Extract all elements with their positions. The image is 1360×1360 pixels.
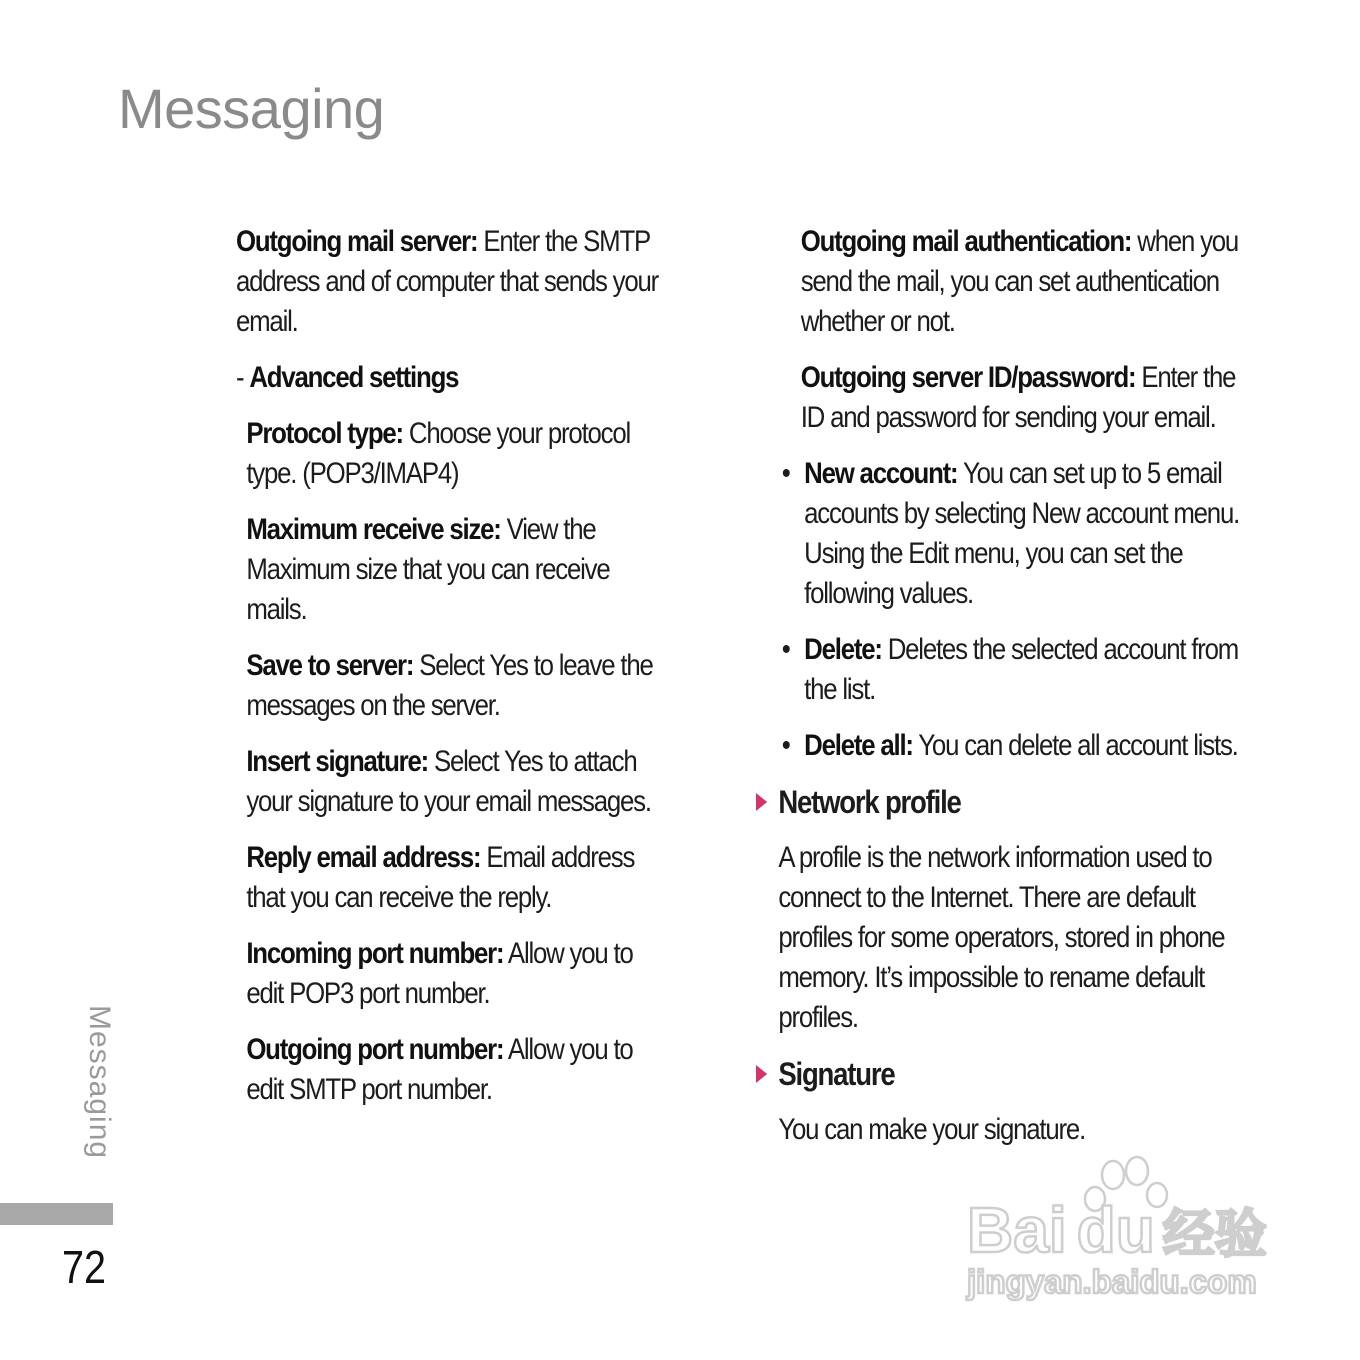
entry-label: Incoming port number: (246, 937, 504, 970)
entry-text: Email address that you can receive the reply. (246, 841, 635, 914)
triangle-marker-icon (756, 793, 767, 811)
bullet-label: New account: (804, 457, 958, 490)
entry-text: when you send the mail, you can set authentication whether or not. (800, 225, 1239, 338)
entry-label: Insert signature: (246, 745, 428, 778)
new-account-bullet (756, 454, 1255, 614)
page-title: Messaging (118, 77, 385, 140)
entry-label: Protocol type: (246, 417, 403, 450)
bullet-label: Delete: (804, 633, 882, 666)
entry-label: Outgoing mail authentication: (800, 225, 1132, 258)
entry-text: Choose your protocol type. (POP3/IMAP4) (246, 417, 631, 490)
advanced-settings-label: Advanced settings (249, 361, 459, 394)
entry-label: Outgoing port number: (246, 1033, 504, 1066)
bullet-dot: • (781, 729, 790, 762)
bullet-text: You can set up to 5 email accounts by selecting New account menu. Using the Edit menu, you can set the following values. (804, 457, 1240, 610)
reply-email-address-entry (246, 838, 674, 918)
entry-label: Maximum receive size: (246, 513, 501, 546)
entry-text: Allow you to edit SMTP port number. (246, 1033, 633, 1106)
signature-heading (756, 1054, 1255, 1094)
watermark-brand-text: Bai du 经验 (967, 1194, 1267, 1266)
entry-text: View the Maximum size that you can receive mails. (246, 513, 610, 626)
incoming-port-number-entry (246, 934, 674, 1014)
outgoing-settings-list (756, 222, 1255, 438)
entry-text: Enter the ID and password for sending your email. (800, 361, 1236, 434)
network-profile-body: A profile is the network information used to connect to the Internet. There are default profiles for some operators, stored in phone memory. It’s impossible to rename default profiles. (778, 841, 1225, 1034)
entry-text: Select Yes to leave the messages on the server. (246, 649, 653, 722)
max-receive-size-entry (246, 510, 674, 630)
advanced-settings-list (236, 414, 675, 1110)
network-profile-heading (756, 782, 1255, 822)
entry-text: Enter the SMTP address and of computer that sends your email. (236, 225, 659, 338)
entry-text: Allow you to edit POP3 port number. (246, 937, 633, 1010)
entry-label: Outgoing mail server: (236, 225, 478, 258)
insert-signature-entry (246, 742, 674, 822)
outgoing-server-id-password-entry (801, 358, 1255, 438)
section-heading-label: Signature (778, 1056, 895, 1092)
section-heading-label: Network profile (778, 784, 961, 820)
delete-bullet (756, 630, 1255, 710)
page-number-bar (0, 1203, 113, 1225)
outgoing-mail-server-entry (236, 222, 675, 342)
right-column (756, 222, 1255, 1166)
baidu-watermark-logo (965, 1155, 1280, 1305)
bullet-text: You can delete all account lists. (912, 729, 1238, 762)
bullet-dot: • (781, 457, 790, 490)
page-number: 72 (62, 1241, 107, 1293)
protocol-type-entry (246, 414, 674, 494)
bullet-label: Delete all: (804, 729, 913, 762)
entry-label: Outgoing server ID/password: (800, 361, 1136, 394)
entry-text: Select Yes to attach your signature to your email messages. (246, 745, 651, 818)
advanced-settings-heading (236, 358, 675, 398)
dash: - (236, 361, 250, 394)
outgoing-port-number-entry (246, 1030, 674, 1110)
entry-label: Reply email address: (246, 841, 481, 874)
triangle-marker-icon (756, 1065, 767, 1083)
outgoing-mail-authentication-entry (801, 222, 1255, 342)
delete-all-bullet (756, 726, 1255, 766)
side-section-label: Messaging (83, 1005, 116, 1160)
left-column (236, 222, 675, 1126)
bullet-dot: • (781, 633, 790, 666)
save-to-server-entry (246, 646, 674, 726)
watermark-url-text: jingyan.baidu.com (967, 1263, 1257, 1300)
signature-body: You can make your signature. (778, 1113, 1086, 1146)
bullet-text: Deletes the selected account from the list. (804, 633, 1239, 706)
entry-label: Save to server: (246, 649, 414, 682)
